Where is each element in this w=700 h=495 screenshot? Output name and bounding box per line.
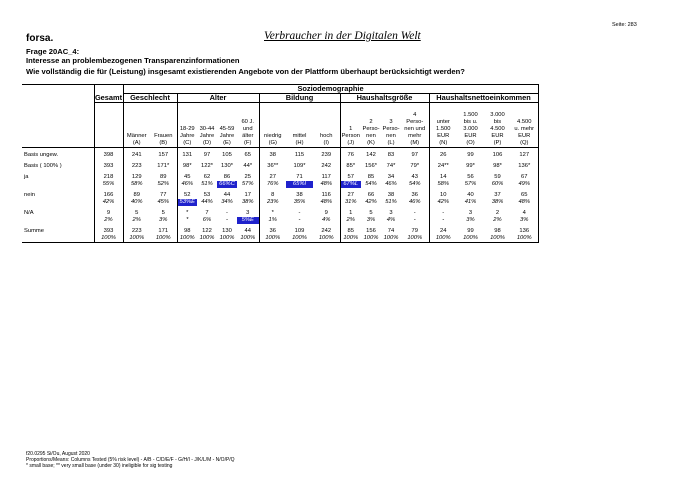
percent-cell: 1% <box>259 217 286 224</box>
count-cell: 130 <box>222 228 232 234</box>
count-cell: 79 <box>411 228 418 234</box>
column-header-line: (Q) <box>520 140 529 146</box>
row-label: ja <box>24 174 29 180</box>
column-header <box>511 103 538 148</box>
percent-cell: 100% <box>123 235 150 243</box>
percent-cell: 44% <box>201 199 213 205</box>
column-header-line: 4.500 <box>516 119 532 125</box>
percent-cell: 38% <box>241 199 254 205</box>
group-geschlecht: Geschlecht <box>123 94 177 103</box>
count-cell: 89 <box>123 192 150 199</box>
column-header-line: Frauen <box>154 133 173 139</box>
value-cell: 83 <box>387 152 395 158</box>
group-bildung: Bildung <box>259 94 340 103</box>
column-header-line: unter <box>436 119 450 125</box>
count-cell: 52 <box>177 192 197 199</box>
count-cell: 37 <box>494 192 501 198</box>
value-cell: 36** <box>259 163 286 170</box>
percent-cell: 100% <box>237 235 259 243</box>
count-cell: 98 <box>177 228 197 235</box>
column-header-line: bis u. <box>463 119 478 125</box>
column-header-line: Männer <box>126 133 147 139</box>
table-row <box>22 181 538 188</box>
count-cell: * <box>177 210 197 217</box>
count-cell: 14 <box>429 174 457 181</box>
percent-cell: 52% <box>157 181 170 187</box>
percent-cell: 49% <box>511 181 538 188</box>
count-cell: - <box>226 210 228 216</box>
percent-cell: * <box>177 217 197 224</box>
percent-cell: 100% <box>484 235 511 243</box>
report-headline: Verbraucher in der Digitalen Welt <box>264 30 421 42</box>
table-row <box>22 174 538 181</box>
count-cell: 156 <box>366 228 376 234</box>
column-header-line: (E) <box>223 140 231 146</box>
count-cell: 56 <box>467 174 474 180</box>
percent-cell: 2% <box>493 217 502 223</box>
footnotes <box>26 451 235 469</box>
count-cell: 74 <box>387 228 395 234</box>
percent-cell: 46% <box>177 181 197 188</box>
count-cell: 44 <box>244 228 251 234</box>
column-header-line: (C) <box>183 140 192 146</box>
percent-cell: 76% <box>259 181 286 188</box>
count-cell: 122 <box>202 228 212 234</box>
column-header-line: Perso- <box>382 126 400 132</box>
count-cell: 3 <box>389 210 393 216</box>
count-cell: - <box>413 210 416 216</box>
percent-cell: 57% <box>464 181 477 187</box>
value-cell: 85* <box>340 163 361 170</box>
row-label-empty <box>22 235 94 243</box>
group-haushaltsnettoeinkommen: Haushaltsnettoeinkommen <box>429 94 538 103</box>
column-header-line: u. mehr <box>514 126 535 132</box>
banner-soziodemographie: Soziodemographie <box>123 85 538 94</box>
count-cell: 44 <box>223 192 231 198</box>
footnote-line: f20.0295 Si/Ou, August 2020 <box>26 451 90 457</box>
percent-cell: 100% <box>177 235 197 243</box>
question-header <box>26 47 240 65</box>
value-cell: 98* <box>493 163 502 169</box>
percent-cell: 46% <box>408 199 421 205</box>
column-header-line: 1.500 <box>435 126 451 132</box>
row-label-empty <box>22 181 94 188</box>
count-cell: 86 <box>223 174 231 180</box>
value-cell: 241 <box>123 152 150 159</box>
row-label: Basis ( 100% ) <box>24 163 62 169</box>
value-cell: 115 <box>294 152 305 158</box>
row-label-empty <box>22 199 94 206</box>
value-cell: 393 <box>94 163 123 170</box>
count-cell: 109 <box>294 228 305 234</box>
column-header-line: und <box>242 126 253 132</box>
percent-cell: 58% <box>123 181 150 188</box>
count-cell: 129 <box>123 174 150 181</box>
value-cell: 106 <box>492 152 503 158</box>
count-cell: 98 <box>494 228 501 234</box>
value-cell: 239 <box>321 152 332 158</box>
column-header <box>340 103 361 148</box>
count-cell: 89 <box>160 174 167 180</box>
count-cell: 77 <box>160 192 167 198</box>
count-cell: 242 <box>321 228 332 234</box>
percent-cell: - <box>413 217 416 223</box>
column-header-line: Jahre <box>199 133 215 139</box>
column-header-line: 2 <box>369 119 373 125</box>
column-header <box>150 103 177 148</box>
count-cell: 57 <box>340 174 361 181</box>
count-cell: 171 <box>158 228 169 234</box>
count-cell: 9 <box>94 210 123 217</box>
column-header-line: 45-59 <box>219 126 235 132</box>
column-header-line: (D) <box>202 140 212 146</box>
count-cell: 62 <box>203 174 211 180</box>
value-cell: 74* <box>386 163 396 169</box>
percent-cell: 100% <box>361 235 381 243</box>
percent-cell: 100% <box>340 235 361 243</box>
count-cell: 40 <box>467 192 474 198</box>
count-cell: 85 <box>367 174 375 180</box>
percent-cell: 5%E <box>237 217 259 224</box>
column-header-line: EUR <box>491 133 504 139</box>
value-cell: 98* <box>177 163 197 170</box>
count-cell: 136 <box>511 228 538 235</box>
value-cell: 38 <box>259 152 286 159</box>
table-row <box>22 217 538 224</box>
count-cell: 85 <box>340 228 361 235</box>
column-header-line: (N) <box>439 140 448 146</box>
count-cell: 8 <box>259 192 286 199</box>
count-cell: 393 <box>94 228 123 235</box>
column-header <box>361 103 381 148</box>
percent-cell: 4% <box>386 217 396 223</box>
percent-cell: 34% <box>221 199 233 205</box>
value-cell: 109* <box>293 163 306 169</box>
company-logo: forsa. <box>26 33 54 44</box>
count-cell: - <box>429 210 457 217</box>
percent-cell: 48% <box>320 181 333 187</box>
percent-cell: 100% <box>429 235 457 243</box>
percent-cell: 45% <box>157 199 170 205</box>
percent-cell: 67%L <box>340 181 361 188</box>
column-header-line: Jahre <box>179 133 195 139</box>
percent-cell: 51% <box>201 181 213 187</box>
count-cell: 34 <box>387 174 395 180</box>
count-cell: 36 <box>411 192 418 198</box>
count-cell: 27 <box>340 192 361 199</box>
column-header-line: 3.000 <box>463 126 478 132</box>
percent-cell: 53%E <box>177 199 197 206</box>
count-cell: 71 <box>296 174 303 180</box>
count-cell: 1 <box>340 210 361 217</box>
column-header-line: (B) <box>159 140 168 146</box>
value-cell: 65 <box>244 152 251 158</box>
count-cell: 5 <box>161 210 165 216</box>
row-label: Basis ungew. <box>24 152 59 158</box>
column-header-line: mittel <box>292 133 307 139</box>
percent-cell: 3% <box>159 217 168 223</box>
row-label-empty <box>22 103 94 148</box>
column-header-line: hoch <box>319 133 333 139</box>
percent-cell: 65%I <box>286 181 313 188</box>
value-cell: 171* <box>157 163 170 169</box>
count-cell: 166 <box>94 192 123 199</box>
value-cell: 105 <box>222 152 232 158</box>
table-row <box>22 210 538 217</box>
column-header <box>313 103 340 148</box>
percent-cell: 2% <box>94 217 123 224</box>
column-header-line: (I) <box>323 140 329 146</box>
column-header-line: mehr <box>408 133 422 139</box>
count-cell: 4 <box>511 210 538 217</box>
column-header-line: 18-29 <box>179 126 195 132</box>
column-header-line: (P) <box>493 140 502 146</box>
percent-cell: - <box>429 217 457 224</box>
value-cell: 242 <box>321 163 332 169</box>
value-cell: 131 <box>177 152 197 159</box>
count-cell: 25 <box>244 174 251 180</box>
column-header-line: (L) <box>387 140 395 146</box>
count-cell: 116 <box>321 192 331 198</box>
count-cell: 59 <box>494 174 501 180</box>
percent-cell: 2% <box>340 217 361 224</box>
column-header-line: 3.000 <box>490 112 505 118</box>
percent-cell: 2% <box>123 217 150 224</box>
column-header-line: (J) <box>347 140 355 146</box>
column-header <box>429 103 457 148</box>
count-cell: 7 <box>205 210 209 216</box>
percent-cell: 100% <box>94 235 123 243</box>
value-cell: 24** <box>429 163 457 170</box>
percent-cell: 100% <box>401 235 429 243</box>
percent-cell: 54% <box>365 181 377 187</box>
table-row <box>22 192 538 199</box>
group-gesamt: Gesamt <box>94 93 123 102</box>
value-cell: 156* <box>365 163 377 169</box>
column-header-line: Perso- <box>362 126 380 132</box>
percent-cell: 57% <box>241 181 254 187</box>
count-cell: 67 <box>511 174 538 181</box>
percent-cell: 38% <box>491 199 504 205</box>
column-header-line: nen und <box>404 126 426 132</box>
column-header-line: EUR <box>518 133 531 139</box>
row-label: Summe <box>24 228 44 234</box>
count-cell: 66 <box>367 192 375 198</box>
table-row <box>22 228 538 235</box>
percent-cell: 100% <box>217 235 237 243</box>
count-cell: 3 <box>246 210 250 216</box>
percent-cell: 54% <box>408 181 421 187</box>
table-row <box>22 199 538 206</box>
count-cell: 5 <box>369 210 373 216</box>
value-cell: 26 <box>429 152 457 159</box>
column-header-line: (O) <box>466 140 475 146</box>
count-cell: 5 <box>123 210 150 217</box>
column-header-line: älter <box>242 133 254 139</box>
percent-cell: - <box>298 217 301 223</box>
count-cell: 2 <box>495 210 500 216</box>
page-number: Seite: 283 <box>612 22 637 28</box>
value-cell: 122* <box>201 163 213 169</box>
percent-cell: 35% <box>293 199 306 205</box>
count-cell: * <box>259 210 286 217</box>
percent-cell: 100% <box>457 235 484 243</box>
count-cell: 223 <box>123 228 150 235</box>
column-header-line: niedrig <box>264 133 282 139</box>
column-header-line: Perso- <box>406 119 424 125</box>
column-header <box>123 103 150 148</box>
count-cell: 36 <box>259 228 286 235</box>
column-header-line: Person <box>341 133 360 139</box>
percent-cell: 100% <box>381 235 401 243</box>
percent-cell: 48% <box>320 199 333 205</box>
value-cell: 76 <box>340 152 361 159</box>
percent-cell: 48% <box>511 199 538 206</box>
count-cell: 3 <box>468 210 473 216</box>
footnote-line: Proportions/Means: Columns Tested (5% risk level) - A/B - C/D/E/F - G/H/I - J/K/L/M - N/O/P/Q <box>26 457 235 463</box>
value-cell: 99* <box>466 163 475 169</box>
row-label-empty <box>22 217 94 224</box>
percent-cell: 100% <box>313 235 340 243</box>
percent-cell: 42% <box>429 199 457 206</box>
table-row <box>22 235 538 243</box>
row-label: nein <box>24 192 35 198</box>
column-header-line: 30-44 <box>199 126 215 132</box>
value-cell: 97 <box>411 152 418 158</box>
column-header <box>457 103 484 148</box>
percent-cell: 60% <box>491 181 504 187</box>
count-cell: 17 <box>244 192 251 198</box>
column-header <box>259 103 286 148</box>
column-header-line: (K) <box>367 140 375 146</box>
column-header-line: nen <box>366 133 376 139</box>
value-cell: 97 <box>203 152 211 158</box>
percent-cell: 3% <box>466 217 475 223</box>
value-cell: 157 <box>158 152 169 158</box>
column-header-line: 1.500 <box>463 112 478 118</box>
question-topic: Interesse an problembezogenen Transparenzinformationen <box>26 56 240 65</box>
count-cell: 99 <box>467 228 474 234</box>
column-header <box>217 103 237 148</box>
column-header-line: (M) <box>410 140 420 146</box>
percent-cell: 6% <box>202 217 212 223</box>
value-cell: 142 <box>366 152 376 158</box>
group-haushaltsgroesse: Haushaltsgröße <box>340 94 429 103</box>
column-header <box>177 103 197 148</box>
percent-cell: 31% <box>340 199 361 206</box>
column-header-line: 1 <box>349 126 353 132</box>
question-number: Frage 20AC_4: <box>26 47 80 56</box>
percent-cell: 3% <box>511 217 538 224</box>
column-header-line: EUR <box>437 133 450 139</box>
count-cell: - <box>298 210 301 216</box>
value-cell: 79* <box>410 163 420 169</box>
footnote-line: * small base; ** very small base (under 30) ineligible for sig testing <box>26 463 173 469</box>
column-header <box>401 103 429 148</box>
percent-cell: 4% <box>322 217 331 223</box>
column-header-line: 3 <box>389 119 393 125</box>
count-cell: 218 <box>94 174 123 181</box>
crosstab-table <box>22 84 539 243</box>
subhead-gesamt <box>94 103 123 148</box>
percent-cell: 41% <box>464 199 477 205</box>
column-header <box>381 103 401 148</box>
count-cell: 43 <box>411 174 418 180</box>
column-header <box>197 103 217 148</box>
count-cell: 38 <box>387 192 395 198</box>
value-cell: 130* <box>221 163 233 169</box>
table-row <box>22 152 538 159</box>
percent-cell: 23% <box>259 199 286 206</box>
column-header-line: (H) <box>295 140 304 146</box>
column-header <box>286 103 313 148</box>
group-alter: Alter <box>177 94 259 103</box>
column-header-line: (G) <box>268 140 277 146</box>
value-cell: 99 <box>467 152 474 158</box>
question-text: Wie vollständig die für (Leistung) insgesamt existierenden Angebote von der Plattform überhaupt berücksichtigt werden? <box>26 67 465 76</box>
count-cell: 38 <box>296 192 303 198</box>
percent-cell: 66%C <box>217 181 237 188</box>
count-cell: 24 <box>429 228 457 235</box>
row-label: N/A <box>24 210 34 216</box>
column-header-line: nen <box>386 133 396 139</box>
percent-cell: 100% <box>259 235 286 243</box>
percent-cell: 46% <box>385 181 397 187</box>
column-header <box>484 103 511 148</box>
table-row <box>22 163 538 170</box>
value-cell: 398 <box>94 152 123 159</box>
column-header-line: bis <box>493 119 502 125</box>
percent-cell: 42% <box>94 199 123 206</box>
percent-cell: 40% <box>123 199 150 206</box>
percent-cell: 51% <box>385 199 397 205</box>
percent-cell: 100% <box>197 235 217 243</box>
column-header-line: (A) <box>132 140 141 146</box>
count-cell: 65 <box>511 192 538 199</box>
count-cell: 45 <box>177 174 197 181</box>
percent-cell: 100% <box>286 235 313 243</box>
column-header-line: 4 <box>413 112 417 118</box>
column-header-line: Jahre <box>219 133 235 139</box>
column-header <box>237 103 259 148</box>
count-cell: 9 <box>324 210 328 216</box>
percent-cell: - <box>226 217 228 223</box>
percent-cell: 58% <box>429 181 457 188</box>
value-cell: 136* <box>511 163 538 170</box>
percent-cell: 100% <box>150 235 177 243</box>
percent-cell: 100% <box>511 235 538 243</box>
column-header-line: EUR <box>464 133 477 139</box>
count-cell: 10 <box>429 192 457 199</box>
value-cell: 127 <box>511 152 538 159</box>
percent-cell: 42% <box>365 199 377 205</box>
column-header-line: 60 J. <box>241 119 255 125</box>
column-header-line: 4.500 <box>490 126 505 132</box>
count-cell: 27 <box>259 174 286 181</box>
value-cell: 223 <box>123 163 150 170</box>
count-cell: 117 <box>321 174 331 180</box>
percent-cell: 3% <box>366 217 376 223</box>
percent-cell: 55% <box>94 181 123 188</box>
column-header-line: (F) <box>244 140 252 146</box>
value-cell: 44* <box>243 163 253 169</box>
count-cell: 53 <box>203 192 211 198</box>
